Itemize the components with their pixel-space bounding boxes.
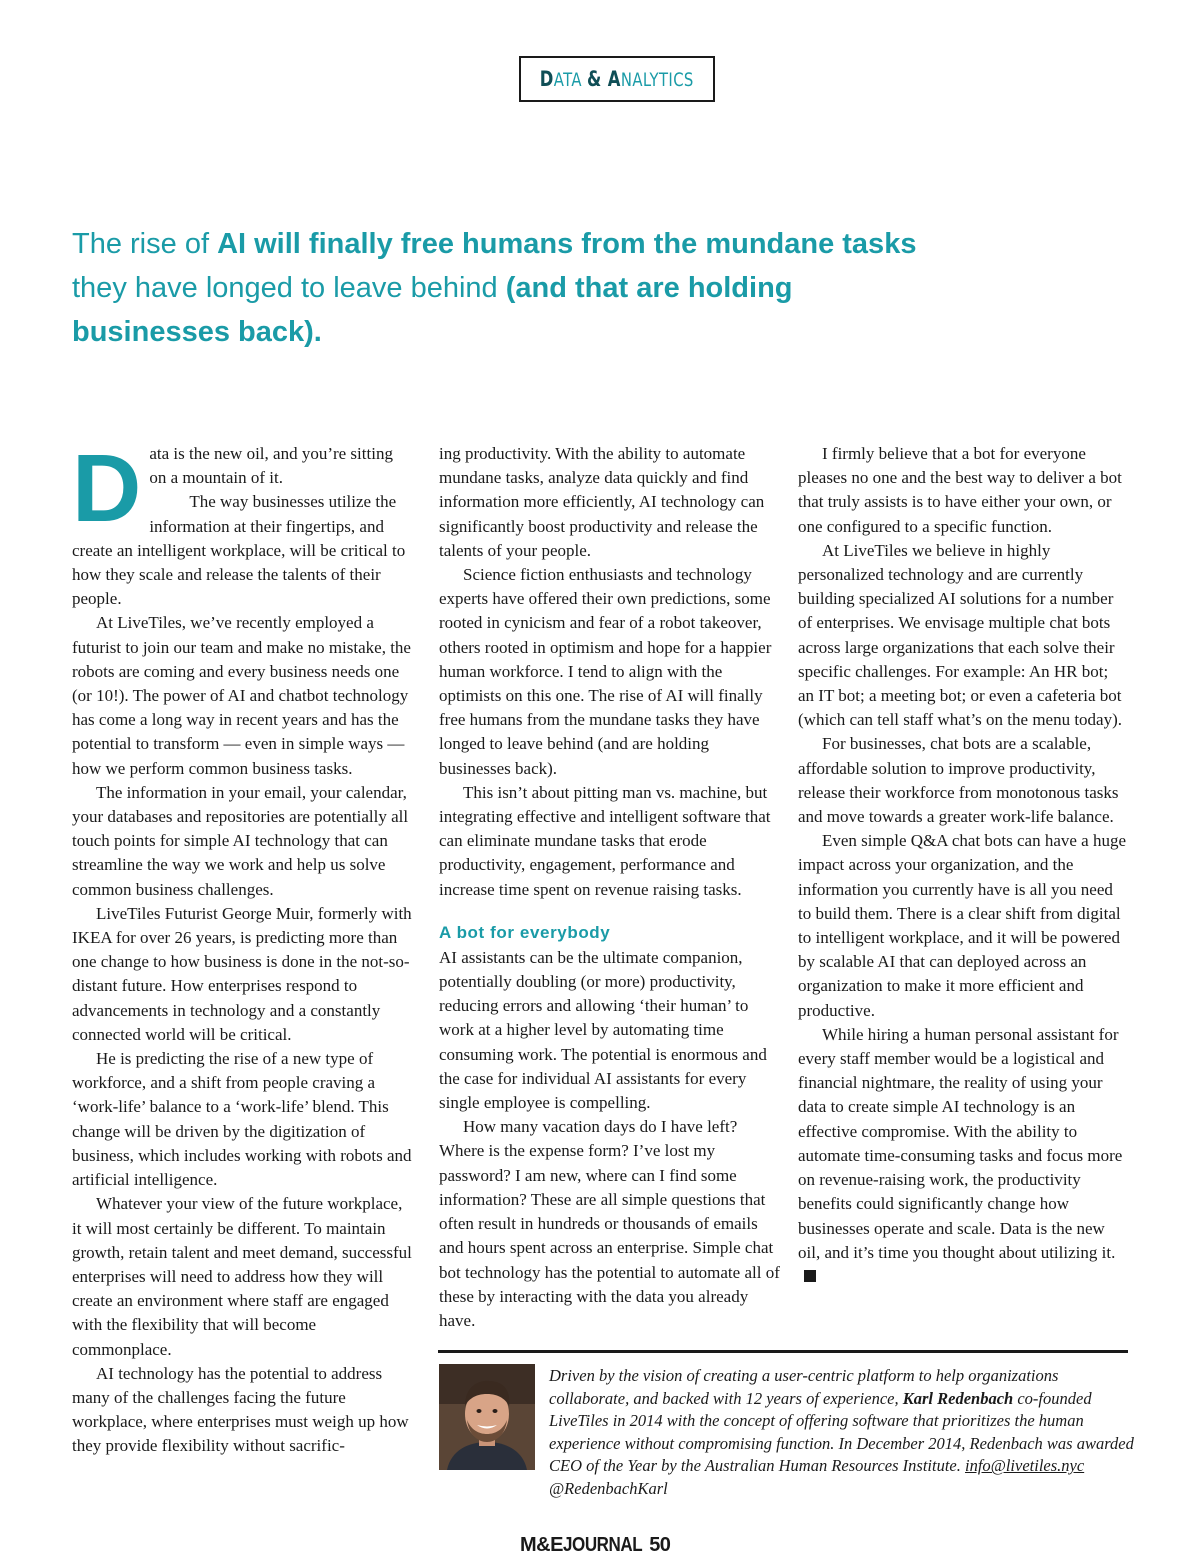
journal-logo-me: M&E: [520, 1534, 563, 1556]
article-paragraph: At LiveTiles, we’ve recently employed a futurist to join our team and make no mistake, the robots are coming and every business needs one (or 10!). The power of AI and chatbot technology has come a long way in recent years and has the potential to transform — even in simple ways — how we perform common business tasks.: [72, 613, 411, 778]
article-paragraph: Science fiction enthusiasts and technology experts have offered their own predictions, some rooted in cynicism and fear of a robot takeover, others rooted in optimism and hope for a happier human workforce. I tend to align with the optimists on this one. The rise of AI will finally free humans from the mundane tasks they have longed to leave behind (and are holding businesses back).: [439, 565, 772, 778]
page-footer: [520, 1534, 670, 1557]
article-paragraph: This isn’t about pitting man vs. machine, but integrating effective and intelligent software that can eliminate mundane tasks that erode productivity, engagement, performance and increase time spent on revenue raising tasks.: [439, 782, 771, 899]
article-paragraph: Even simple Q&A chat bots can have a huge impact across your organization, and the information you currently have is all you need to build them. There is a clear shift from digital to intelligent workplace, and it will be powered by scalable AI that can deployed across an organization to make it more efficient and productive.: [798, 831, 1127, 1020]
author-portrait-icon: [439, 1364, 535, 1470]
article-paragraph: At LiveTiles we believe in highly personalized technology and are currently building specialized AI solutions for a number of enterprises. We envisage multiple chat bots across large organizations that each solve their specific challenges. For example: An HR bot; an IT bot; a meeting bot; or even a cafeteria bot (which can tell staff what’s on the menu today).: [798, 540, 1123, 730]
article-paragraph: AI assistants can be the ultimate companion, potentially doubling (or more) productivity, reducing errors and allowing ‘their human’ to work at a higher level by automating time consuming work. The potential is enormous and the case for individual AI assistants for every single employee is compelling.: [439, 947, 767, 1113]
article-column-3: [798, 442, 1128, 1289]
article-paragraph: I firmly believe that a bot for everyone pleases no one and the best way to deliver a bot that truly assists is to have either your own, or one configured to a specific function.: [798, 444, 1122, 536]
bio-divider: [438, 1350, 1128, 1353]
article-paragraph: AI technology has the potential to address many of the challenges facing the future workplace, where enterprises must weigh up how they provide flexibility without sacrific-: [72, 1363, 409, 1456]
subheading: A bot for everybody: [439, 922, 611, 942]
author-email-link[interactable]: info@livetiles.nyc: [965, 1456, 1085, 1476]
author-name: Karl Redenbach: [902, 1388, 1014, 1408]
author-photo: [439, 1364, 535, 1470]
author-bio: Driven by the vision of creating a user-centric platform to help organizations collaborate, and backed with 12 years of experience, Karl Redenbach co-founded LiveTiles in 2014 with the concept of offering software that prioritizes the human experience without compromising function. In December 2014, Redenbach was awarded CEO of the Year by the Australian Human Resources Institute. info@livetiles.nyc @RedenbachKarl: [549, 1366, 1134, 1498]
article-paragraph: Data is the new oil, and you’re sitting on a mountain of it.: [72, 435, 393, 542]
article-paragraph: How many vacation days do I have left? Where is the expense form? I’ve lost my password? I am new, where can I find some information? These are all simple questions that often result in hundreds or thousands of emails and hours spent across an enterprise. Simple chat bot technology has the potential to automate all of these by interacting with the data you already have.: [439, 1117, 780, 1330]
pull-quote: The rise of AI will finally free humans from the mundane tasks they have longed to leave behind (and that are holding businesses back).: [72, 228, 917, 348]
section-label-box: [519, 56, 715, 102]
page-number: 50: [649, 1534, 671, 1556]
article-column-1: [72, 435, 412, 1459]
article-paragraph: ing productivity. With the ability to automate mundane tasks, analyze data quickly and find information more efficiently, AI technology can significantly boost productivity and release the talents of your people.: [439, 444, 765, 560]
section-label: DATA & ANALYTICS: [540, 67, 695, 91]
article-column-2: [439, 442, 780, 1333]
article-paragraph: For businesses, chat bots are a scalable, affordable solution to improve productivity, release their workforce from monotonous tasks and move towards a greater work-life balance.: [798, 734, 1119, 827]
article-paragraph: While hiring a human personal assistant for every staff member would be a logistical and financial nightmare, the reality of using your data to create simple AI technology is an effective compromise. With the ability to automate time-consuming tasks and focus more on revenue-raising work, the productivity benefits could significantly change how businesses operate and scale. Data is the new oil, and it’s time you thought about utilizing it.: [798, 1023, 1128, 1289]
drop-cap: D: [72, 435, 142, 542]
article-paragraph: He is predicting the rise of a new type of workforce, and a shift from people craving a ‘work-life’ balance to a ‘work-life’ blend. This change will be driven by the digitization of business, which includes working with robots and artificial intelligence.: [72, 1049, 412, 1190]
article-paragraph: Whatever your view of the future workplace, it will most certainly be different. To maintain growth, retain talent and meet demand, successful enterprises will need to address how they will create an environment where staff are engaged with the flexibility that will become commonplace.: [72, 1194, 412, 1359]
journal-logo-title: JOURNAL: [562, 1534, 643, 1556]
article-paragraph: The information in your email, your calendar, your databases and repositories are potentially all touch points for simple AI technology that can streamline the way we work and help us solve common business challenges.: [72, 782, 409, 899]
article-paragraph: LiveTiles Futurist George Muir, formerly with IKEA for over 26 years, is predicting more than one change to how business is done in the not-so-distant future. How enterprises respond to advancements in technology and a constantly connected world will be critical.: [72, 903, 412, 1044]
end-mark-icon: [804, 1270, 816, 1282]
article-paragraph: The way businesses utilize the information at their fingertips, and create an intelligent workplace, will be critical to how they scale and release the talents of their people.: [72, 492, 406, 609]
author-twitter-handle[interactable]: @RedenbachKarl: [549, 1478, 668, 1498]
